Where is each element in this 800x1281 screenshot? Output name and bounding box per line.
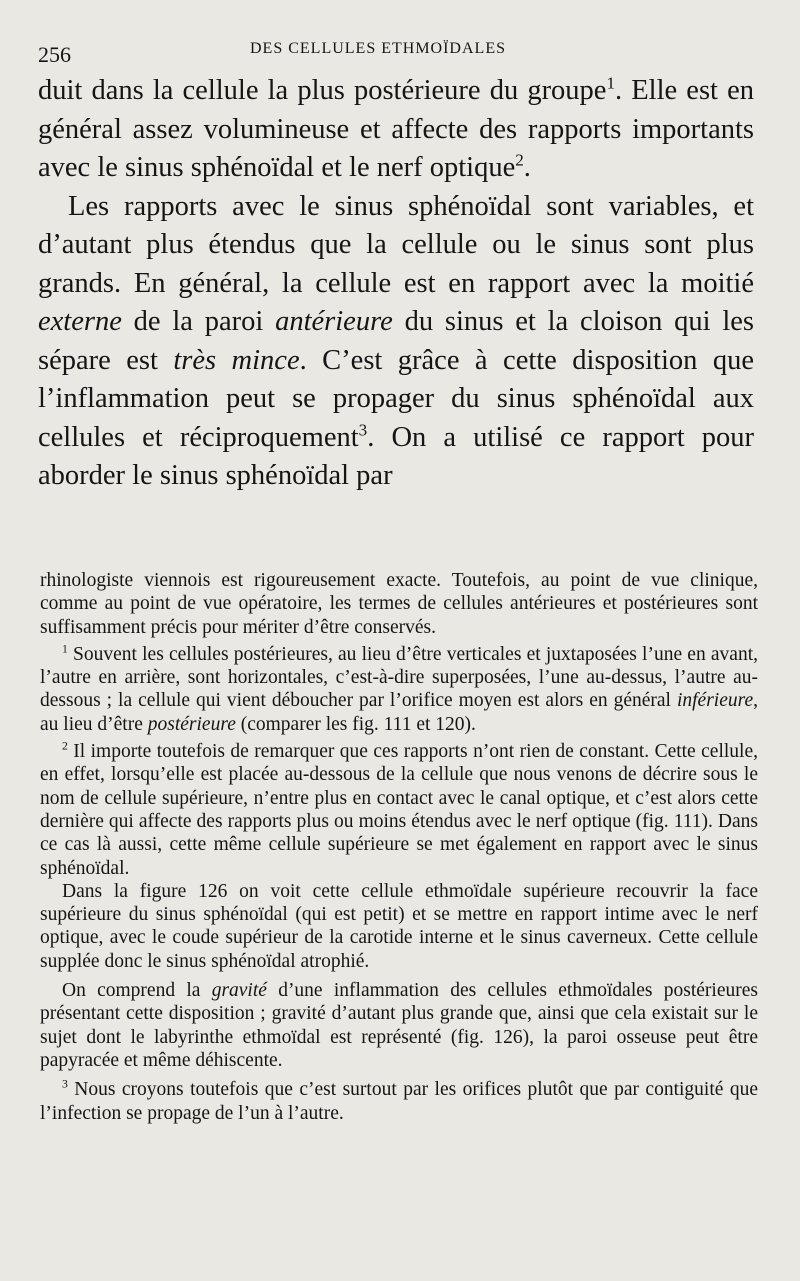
text-run: , au lieu d’être xyxy=(40,690,758,735)
footnote-number: 1 xyxy=(62,642,68,656)
page-number: 256 xyxy=(38,42,71,67)
text-run: Souvent les cellules postérieures, au lieu d’être verticales et juxtaposées l’une en avant, l’autre en arrière, sont horizontales, c’est-à-dire superposées, l’une au-dessus, l’autre au-dessous ; la cellule qui vient déboucher par l’orifice moyen est alors en général xyxy=(40,643,758,712)
page-header xyxy=(38,36,758,66)
text-run: d’une inflammation des cellules ethmoïdales postérieures présentant cette disposition ; gravité d’autant plus grande que, ainsi que cela existait sur le sujet dont le labyrinthe ethmoïdal est représenté (fig. 126), la paroi osseuse peut être papyracée et même déhiscente. xyxy=(40,980,758,1071)
text-run: duit dans la cellule la plus postérieure du groupe xyxy=(38,75,607,106)
main-text xyxy=(38,72,754,496)
emphasis: gravité xyxy=(211,980,267,1002)
footnote-ref: 2 xyxy=(515,150,524,170)
text-run: Nous croyons toutefois que c’est surtout par les orifices plutôt que par contiguité que l’infection se propage de l’un à l’autre. xyxy=(40,1079,758,1124)
text-run: On comprend la xyxy=(62,980,212,1002)
emphasis: postérieure xyxy=(147,713,236,735)
footnote-1 xyxy=(40,643,758,736)
running-head: DES CELLULES ETHMOÏDALES xyxy=(250,40,506,57)
footnote-2 xyxy=(40,740,758,880)
footnote-continued: rhinologiste viennois est rigoureusement exacte. Toutefois, au point de vue clinique, comme au point de vue opératoire, les termes de cellules antérieures et postérieures sont suffisamment précis pour mériter d’être conservés. xyxy=(40,570,758,638)
text-run: de la paroi xyxy=(121,306,276,337)
text-run: Il importe toutefois de remarquer que ces rapports n’ont rien de constant. Cette cellule, en effet, lorsqu’elle est placée au-dessous de la cellule que nous venons de décrire sous le nom de cellule supérieure, n’entre plus en contact avec le canal optique, et c’est alors cette dernière qui affecte des rapports plus ou moins étendus avec le nerf optique (fig. 111). Dans ce cas là aussi, cette même cellule supérieure se met également en rapport avec le sinus sphénoïdal. xyxy=(40,741,758,879)
text-run: Les rapports avec le sinus sphénoïdal sont variables, et d’autant plus étendus que la cellule ou le sinus sont plus grands. En général, la cellule est en rapport avec la moitié xyxy=(38,190,754,299)
footnote-ref: 1 xyxy=(606,73,616,93)
footnote-number: 2 xyxy=(62,739,68,753)
footnote-ref: 3 xyxy=(358,420,368,439)
emphasis: inférieure xyxy=(676,690,754,712)
text-run: . Elle est en général assez volumineuse et affecte des rapports importants avec le sinus sphénoïdal et le nerf optique xyxy=(38,75,754,183)
footnote-2-paragraph: Dans la figure 126 on voit cette cellule ethmoïdale supérieure recouvrir la face supérieure du sinus sphénoïdal (qui est petit) et se mettre en rapport intime avec le nerf optique, avec le coude supérieur de la carotide interne et le sinus caverneux. Cette cellule supplée donc le sinus sphénoïdal atrophié. xyxy=(40,880,758,972)
footnote-3 xyxy=(40,1078,758,1125)
text-run: . On a utilisé ce rapport pour aborder le sinus sphénoïdal par xyxy=(38,421,754,491)
text-run: (comparer les fig. 111 et 120). xyxy=(235,713,476,735)
footnote-number: 3 xyxy=(62,1077,68,1091)
emphasis: externe xyxy=(38,306,122,337)
paragraph xyxy=(38,72,754,188)
text-run: . xyxy=(523,152,531,183)
emphasis: antérieure xyxy=(275,306,393,337)
text-run: du sinus et la cloison qui les sépare est xyxy=(38,306,755,376)
emphasis: très mince xyxy=(173,344,300,376)
paragraph xyxy=(38,188,754,496)
text-run: . C’est grâce à cette disposition que l’inflammation peut se propager du sinus sphénoïdal aux cellules et réciproquement xyxy=(38,344,754,453)
footnote-2-paragraph xyxy=(40,979,758,1072)
footnotes xyxy=(40,569,758,1125)
